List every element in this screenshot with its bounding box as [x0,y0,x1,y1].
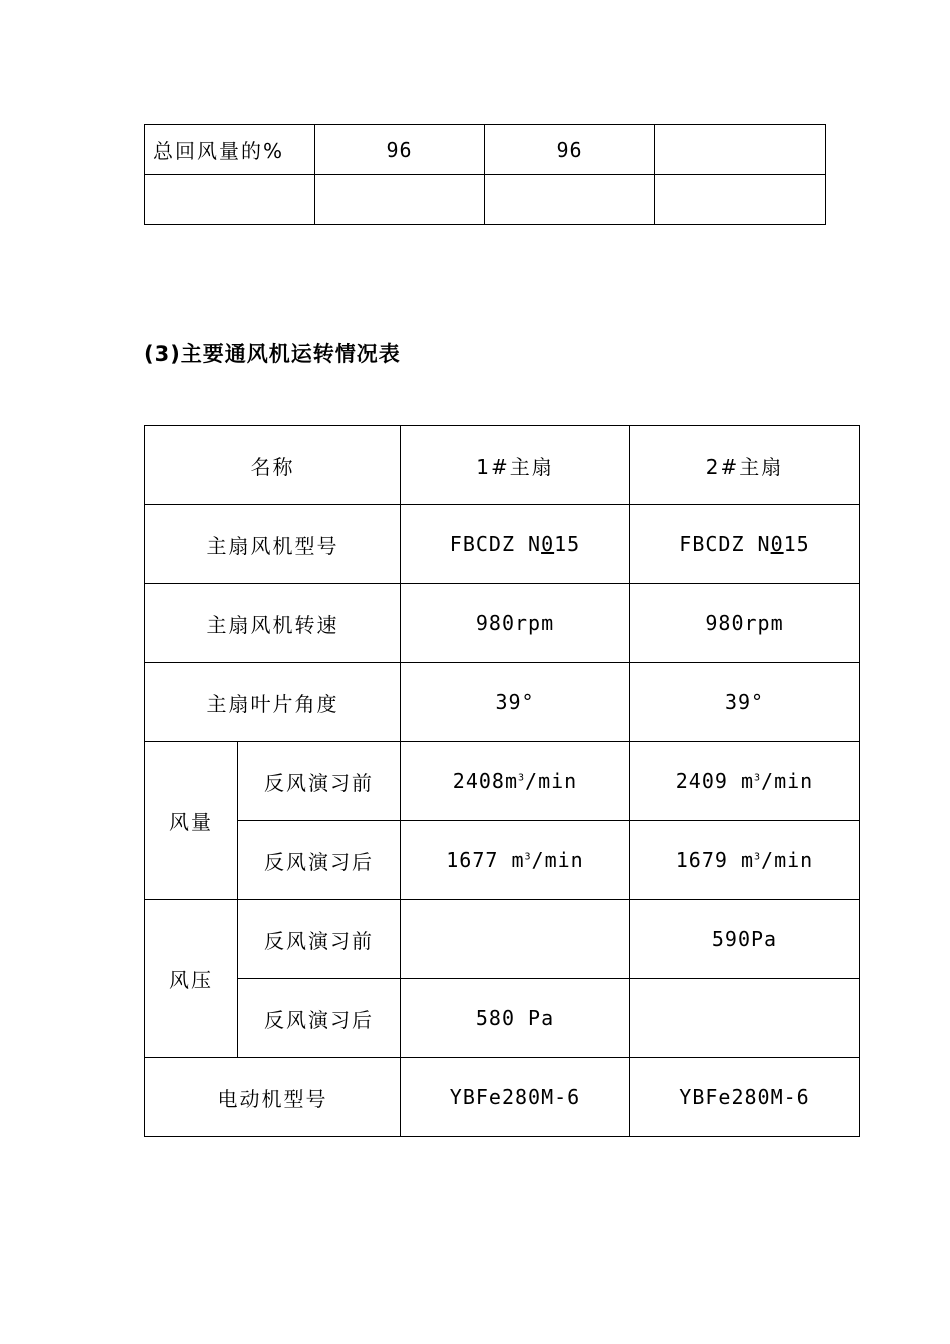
model-text: FBCDZ N [449,532,542,556]
row-label-cell: 主扇风机转速 [145,584,401,663]
model-text: FBCDZ N [679,532,771,556]
model-text: 15 [554,532,581,556]
pressure-after-fan1-cell: 580 Pa [401,979,630,1058]
superscript: 3 [524,851,532,863]
header-label-cell: 名称 [145,426,401,505]
value-text: 2409 m [675,769,755,793]
table-cell [315,175,485,225]
airflow-after-fan1-cell [401,821,630,900]
table-cell: 总回风量的% [145,125,315,175]
airflow-before-fan1-cell [401,742,630,821]
group-label-cell: 风量 [145,742,238,900]
row-label-cell: 反风演习后 [238,821,401,900]
pressure-after-fan2-cell [630,979,860,1058]
superscript: 3 [754,851,762,863]
table-row [145,1058,860,1137]
speed-fan1-cell: 980rpm [401,584,630,663]
superscript: 3 [518,772,526,784]
table-row [145,505,860,584]
table-row [145,175,826,225]
table-cell: 96 [315,125,485,175]
table-row [145,584,860,663]
unit-text: /min [531,848,584,872]
section-heading: (3)主要通风机运转情况表 [144,342,401,366]
table-cell [145,175,315,225]
unit-text: /min [761,848,814,872]
group-label-cell: 风压 [145,900,238,1058]
row-label-cell: 电动机型号 [145,1058,401,1137]
speed-fan2-cell: 980rpm [630,584,860,663]
header-fan2-cell: 2#主扇 [630,426,860,505]
value-text: 2408m [452,769,518,793]
angle-fan1-cell: 39° [401,663,630,742]
row-label-cell: 主扇风机型号 [145,505,401,584]
header-fan1-cell: 1#主扇 [401,426,630,505]
model-fan1-cell [401,505,630,584]
table-cell [655,125,826,175]
table-row [145,979,860,1058]
pressure-before-fan2-cell: 590Pa [630,900,860,979]
table-row [145,125,826,175]
table-cell [655,175,826,225]
superscript: 3 [754,772,762,784]
row-label-cell: 反风演习后 [238,979,401,1058]
motor-fan1-cell: YBFe280M-6 [401,1058,630,1137]
table-row [145,663,860,742]
table-row [145,742,860,821]
row-label-cell: 主扇叶片角度 [145,663,401,742]
table-cell [485,175,655,225]
table-cell: 96 [485,125,655,175]
pressure-before-fan1-cell [401,900,630,979]
table-row [145,821,860,900]
airflow-after-fan2-cell [630,821,860,900]
unit-text: /min [525,769,578,793]
angle-fan2-cell: 39° [630,663,860,742]
table-row [145,900,860,979]
row-label-cell: 反风演习前 [238,742,401,821]
airflow-before-fan2-cell [630,742,860,821]
model-text: 15 [783,532,810,556]
motor-fan2-cell: YBFe280M-6 [630,1058,860,1137]
row-label-cell: 反风演习前 [238,900,401,979]
value-text: 1679 m [675,848,755,872]
summary-table [144,124,826,225]
table-row [145,426,860,505]
value-text: 1677 m [446,848,525,872]
model-text: 0 [770,532,784,556]
fan-operation-table [144,425,860,1137]
unit-text: /min [761,769,814,793]
model-fan2-cell [630,505,860,584]
model-text: 0 [541,532,555,556]
